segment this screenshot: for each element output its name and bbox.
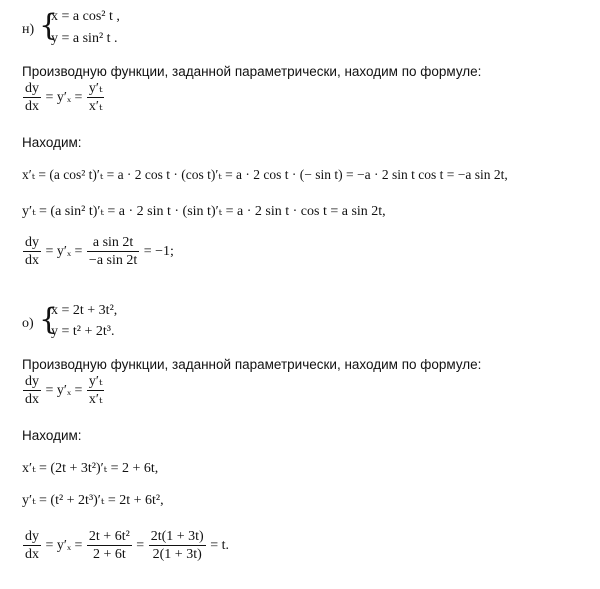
- yx: = y′ₓ =: [45, 382, 83, 398]
- finding-2: Находим:: [22, 428, 82, 443]
- dy: dy: [25, 235, 39, 250]
- dy: dy: [25, 81, 39, 96]
- part-n-system-x: x = a cos² t ,: [51, 9, 120, 24]
- part-o-system-x: x = 2t + 3t²,: [51, 303, 118, 318]
- o-res-den2: 2(1 + 3t): [152, 547, 202, 562]
- part-n-system-y: y = a sin² t .: [51, 31, 118, 46]
- part-n-brace: {: [39, 8, 59, 43]
- dx: dx: [25, 99, 39, 114]
- main-formula-2: [22, 373, 105, 408]
- part-o-brace: {: [39, 302, 59, 337]
- finding-1: Находим:: [22, 135, 82, 150]
- n-res-num: a sin 2t: [87, 234, 139, 252]
- formula-intro-1: Производную функции, заданной параметрически, находим по формуле:: [22, 64, 482, 79]
- n-res-tail: = −1;: [143, 243, 174, 259]
- xt: x′ₜ: [88, 392, 103, 407]
- dy: dy: [25, 529, 39, 544]
- n-res-den: −a sin 2t: [88, 253, 138, 268]
- yt: y′ₜ: [88, 374, 103, 389]
- o-derivative-x: x′ₜ = (2t + 3t²)′ₜ = 2 + 6t,: [22, 461, 159, 476]
- part-o-system-y: y = t² + 2t³.: [51, 324, 115, 339]
- o-res-num1: 2t + 6t²: [88, 529, 130, 544]
- n-derivative-y: y′ₜ = (a sin² t)′ₜ = a · 2 sin t · (sin t)′ₜ = a · 2 sin t · cos t = a sin 2t,: [22, 204, 386, 219]
- o-result: $\frac{dy}{dx}$ = y′ₓ = $\frac{\text{2t + 6t²}}{2 + 6t}$ = $\frac{2t(1 + 3t)}{2(1 + 3t)}$ = t.: [25, 529, 229, 562]
- main-formula-1: [22, 80, 105, 115]
- dx: dx: [25, 547, 39, 562]
- yx: = y′ₓ =: [45, 89, 83, 105]
- n-derivative-x: x′ₜ = (a cos² t)′ₜ = a · 2 cos t · (cos t)′ₜ = a · 2 cos t · (− sin t) = −a · 2 sin t cos t = −a sin 2t,: [22, 167, 508, 182]
- o-derivative-y: y′ₜ = (t² + 2t³)′ₜ = 2t + 6t²,: [22, 493, 164, 508]
- dx: dx: [25, 392, 39, 407]
- xt: x′ₜ: [88, 99, 103, 114]
- part-n-label: н): [22, 22, 35, 37]
- formula-intro-2: Производную функции, заданной параметрически, находим по формуле:: [22, 357, 482, 372]
- yt: y′ₜ: [88, 81, 103, 96]
- n-result: [22, 234, 174, 269]
- part-o-label: о): [22, 316, 34, 331]
- yx: = y′ₓ =: [45, 537, 83, 553]
- dy: dy: [25, 374, 39, 389]
- dx: dx: [25, 253, 39, 268]
- o-res-tail: = t.: [210, 537, 229, 553]
- o-res-num2: 2t(1 + 3t): [150, 529, 204, 544]
- yx: = y′ₓ =: [45, 243, 83, 259]
- o-res-den1: 2 + 6t: [92, 547, 126, 562]
